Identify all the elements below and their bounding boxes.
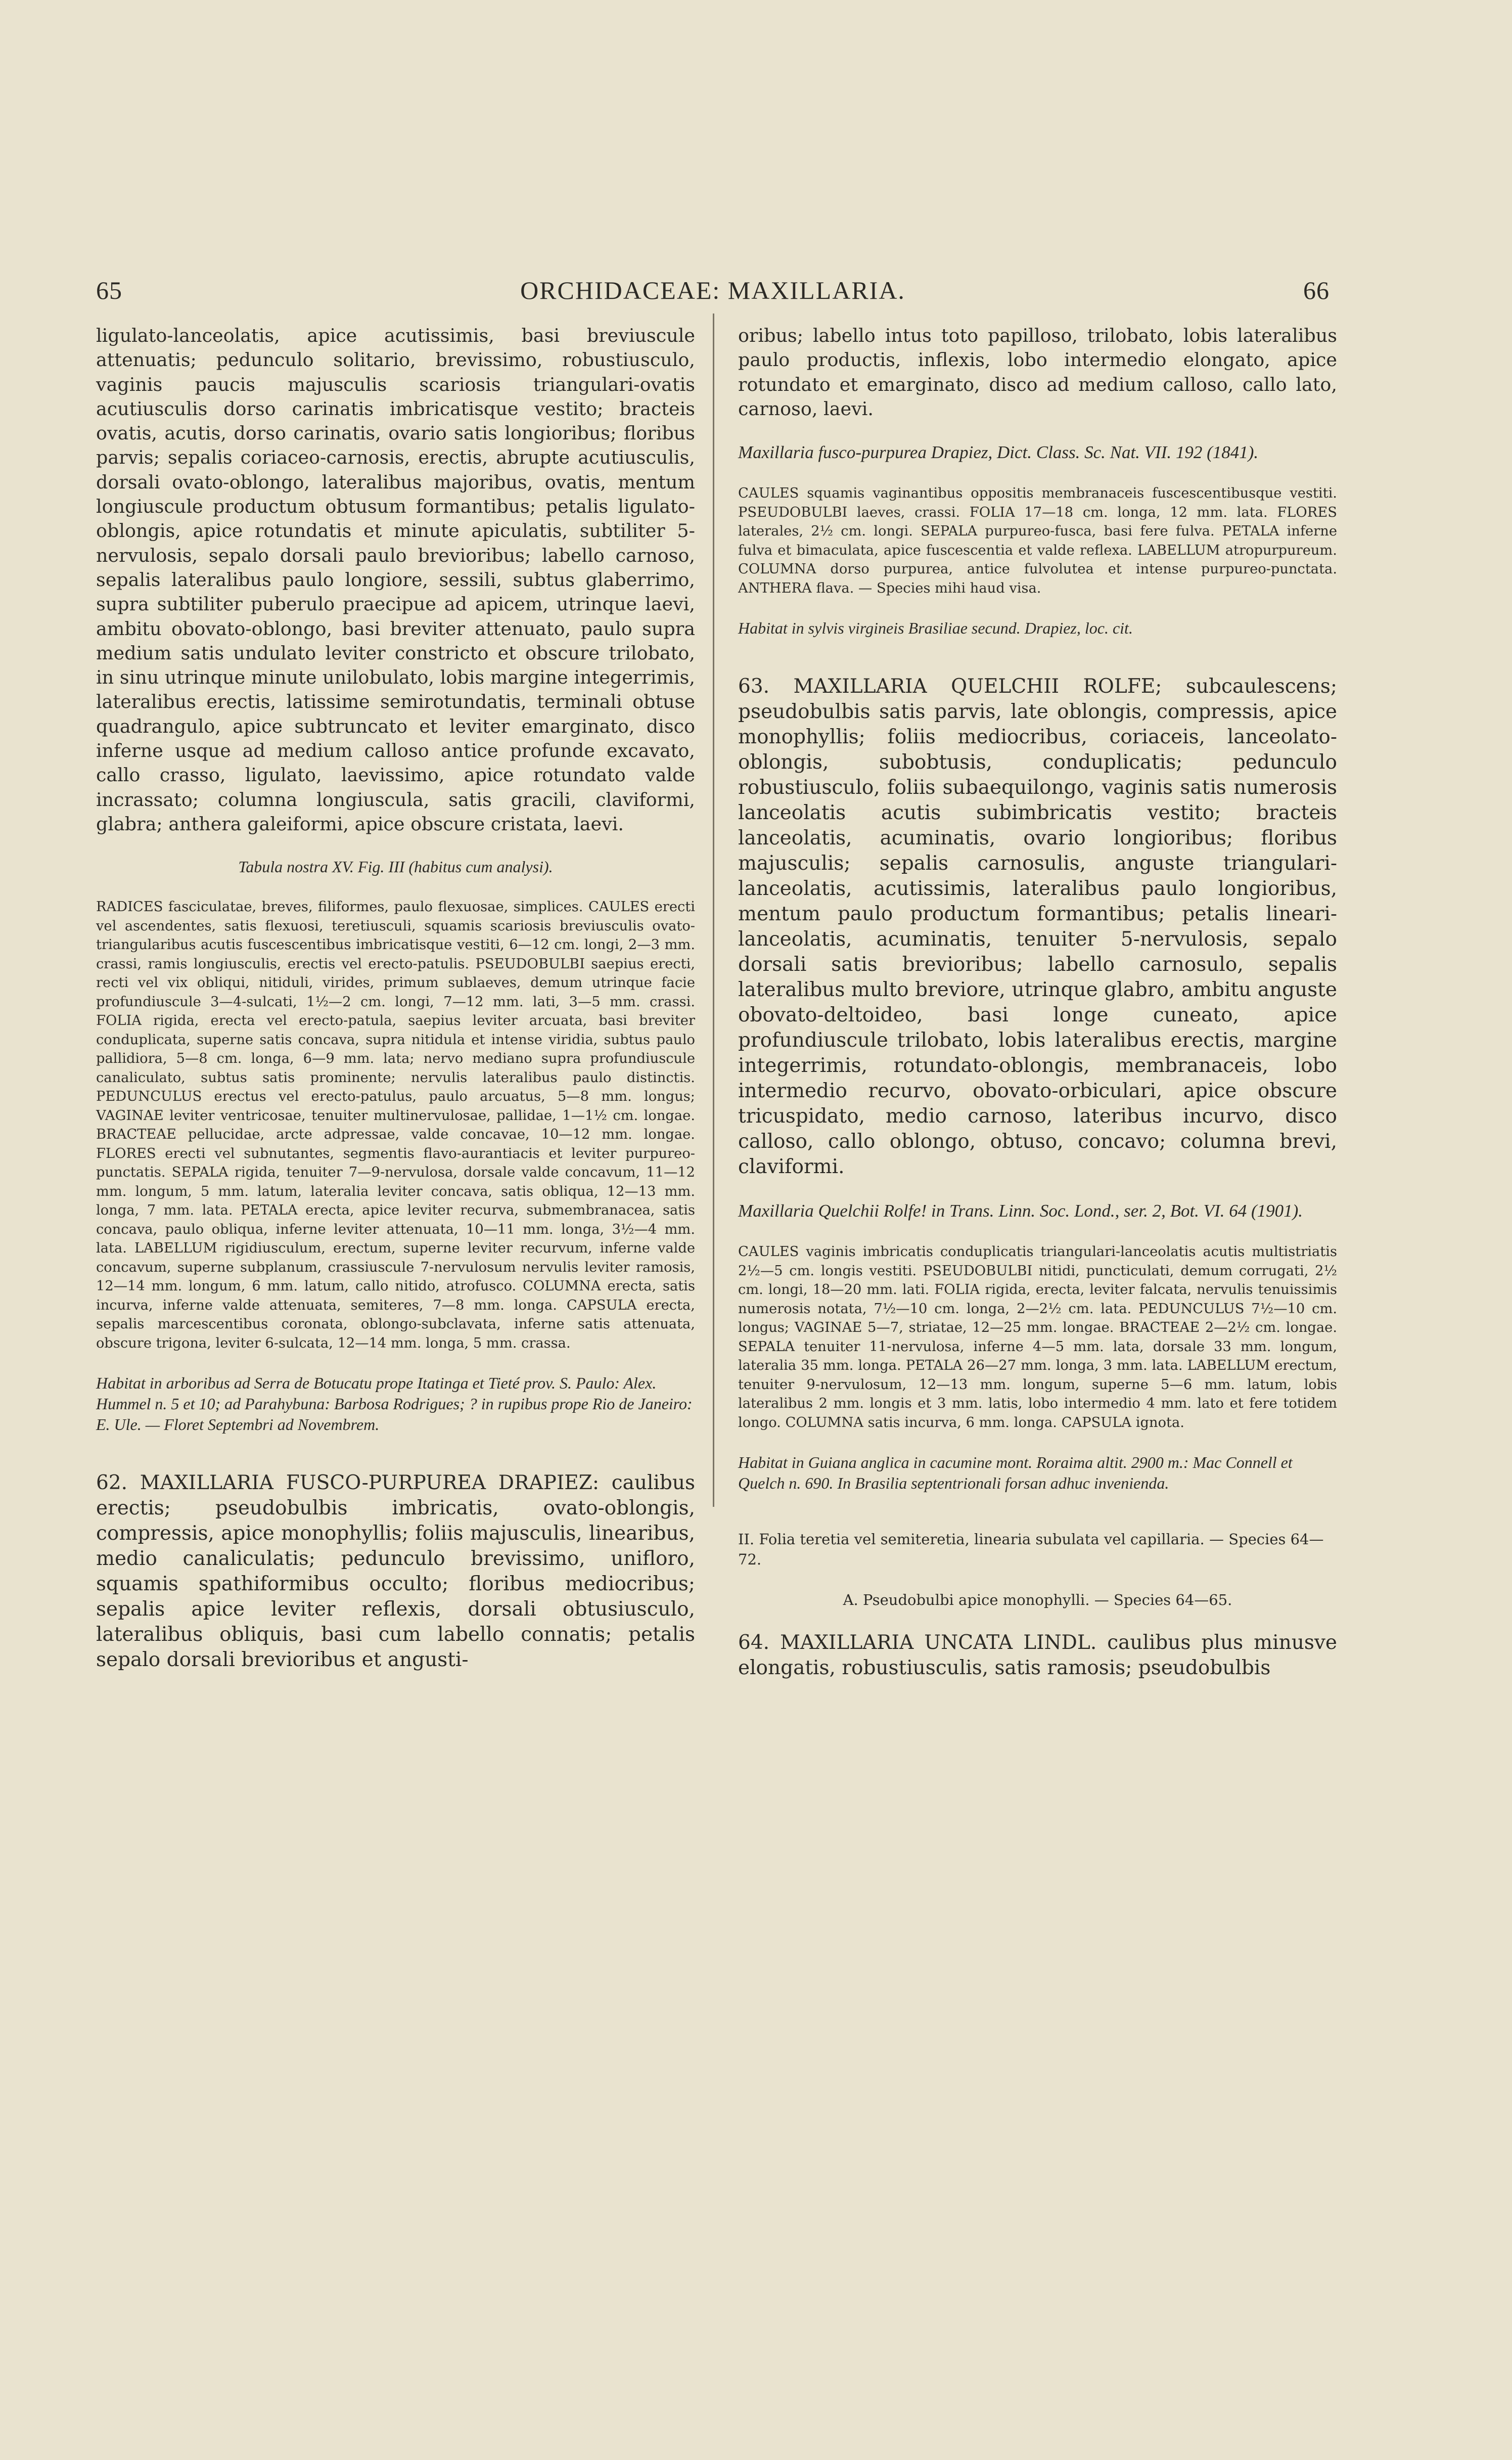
column-divider bbox=[713, 314, 714, 1507]
species-61-habitat: Habitat in arboribus ad Serra de Botucatu prope Itatinga et Tieté prov. S. Paulo: Alex. Hummel n. 5 et 10; ad Parahybuna: Barbosa Rodrigues; ? in rupibus prope Rio de Janeiro: E. Ule. — Floret Septembri ad Novembrem. bbox=[96, 1374, 693, 1434]
section-a-heading: A. Pseudobulbi apice monophylli. — Species 64—65. bbox=[843, 1591, 1232, 1609]
right-column bbox=[738, 324, 1337, 1681]
species-63-reference: Maxillaria Quelchii Rolfe! in Trans. Linn. Soc. Lond., ser. 2, Bot. VI. 64 (1901). bbox=[738, 1201, 1303, 1221]
species-62-details: CAULES squamis vaginantibus oppositis membranaceis fuscescentibusque vestiti. PSEUDOBULBI laeves, crassi. FOLIA 17—18 cm. longa, 12 mm. lata. FLORES laterales, 2½ cm. longi. SEPALA purpureo-fusca, basi fere fulva. PETALA inferne fulva et bimaculata, apice fuscescentia et valde reflexa. LABELLUM atropurpureum. COLUMNA dorso purpurea, antice fulvolutea et intense purpureo-punctata. ANTHERA flava. — Species mihi haud visa. bbox=[738, 485, 1337, 596]
species-63-habitat: Habitat in Guiana anglica in cacumine mont. Roraima altit. 2900 m.: Mac Connell et Quelch n. 690. In Brasilia septentrionali forsan adhuc invenienda. bbox=[738, 1453, 1293, 1493]
section-ii-heading: II. Folia teretia vel semiteretia, linearia subulata vel capillaria. — Species 64—72. bbox=[738, 1531, 1324, 1569]
species-63-heading: 63. MAXILLARIA QUELCHII ROLFE; subcaulescens; pseudobulbis satis parvis, late oblongis, compressis, apice monophyllis; foliis mediocribus, coriaceis, lanceolato-oblongis, subobtusis, conduplicatis; pedunculo robustiusculo, foliis subaequilongo, vaginis satis numerosis lanceolatis acutis subimbricatis vestito; bracteis lanceolatis, acuminatis, ovario longioribus; floribus majusculis; sepalis carnosulis, anguste triangulari-lanceolatis, acutissimis, lateralibus paulo longioribus, mentum paulo productum formantibus; petalis lineari-lanceolatis, acuminatis, tenuiter 5-nervulosis, sepalo dorsali satis brevioribus; labello carnosulo, sepalis lateralibus multo breviore, utrinque glabro, ambitu anguste obovato-deltoideo, basi longe cuneato, apice profundiuscule trilobato, lobis lateralibus erectis, margine integerrimis, rotundato-oblongis, membranaceis, lobo intermedio recurvo, obovato-orbiculari, apice obscure tricuspidato, medio carnoso, lateribus incurvo, disco calloso, callo oblongo, obtuso, concavo; columna brevi, claviformi. bbox=[738, 675, 1337, 1179]
running-title: ORCHIDACEAE: MAXILLARIA. bbox=[520, 276, 905, 304]
species-61-description: ligulato-lanceolatis, apice acutissimis, basi breviuscule attenuatis; pedunculo solitario, brevissimo, robustiusculo, vaginis paucis majusculis scariosis triangulari-ovatis acutiusculis dorso carinatis imbricatisque vestito; bracteis ovatis, acutis, dorso carinatis, ovario satis longioribus; floribus parvis; sepalis coriaceo-carnosis, erectis, abrupte acutiusculis, dorsali ovato-oblongo, lateralibus majoribus, ovatis, mentum longiuscule productum obtusum formantibus; petalis ligulato-oblongis, apice rotundatis et minute apiculatis, subtiliter 5-nervulosis, sepalo dorsali paulo brevioribus; labello carnoso, sepalis lateralibus paulo longiore, sessili, subtus glaberrimo, supra subtiliter puberulo praecipue ad apicem, utrinque laevi, ambitu obovato-oblongo, basi breviter attenuato, paulo supra medium satis undulato leviter constricto et obscure trilobato, in sinu utrinque minute unilobulato, lobis margine integerrimis, lateralibus erectis, latissime semirotundatis, terminali obtuse quadrangulo, apice subtruncato et leviter emarginato, disco inferne usque ad medium calloso antice profunde excavato, callo crasso, ligulato, laevissimo, apice rotundato valde incrassato; columna longiuscula, satis gracili, claviformi, glabra; anthera galeiformi, apice obscure cristata, laevi. bbox=[96, 325, 695, 835]
page-number-right: 66 bbox=[1303, 276, 1330, 304]
species-62-continuation: oribus; labello intus toto papilloso, trilobato, lobis lateralibus paulo productis, inflexis, lobo intermedio elongato, apice rotundato et emarginato, disco ad medium calloso, callo lato, carnoso, laevi. bbox=[738, 325, 1337, 420]
left-column bbox=[96, 324, 695, 1673]
species-62-heading: 62. MAXILLARIA FUSCO-PURPUREA DRAPIEZ: caulibus erectis; pseudobulbis imbricatis, ovato-oblongis, compressis, apice monophyllis; foliis majusculis, linearibus, medio canaliculatis; pedunculo brevissimo, unifloro, squamis spathiformibus occulto; floribus mediocribus; sepalis apice leviter reflexis, dorsali obtusiusculo, lateralibus obliquis, basi cum labello connatis; petalis sepalo dorsali brevioribus et angusti- bbox=[96, 1471, 695, 1672]
tabula-reference: Tabula nostra XV. Fig. III (habitus cum analysi). bbox=[238, 858, 553, 876]
species-63-details: CAULES vaginis imbricatis conduplicatis triangulari-lanceolatis acutis multistriatis 2½—5 cm. longis vestiti. PSEUDOBULBI nitidi, puncticulati, demum corrugati, 2½ cm. longi, 18—20 mm. lati. FOLIA rigida, erecta, leviter falcata, nervulis tenuissimis numerosis notata, 7½—10 cm. longa, 2—2½ cm. lata. PEDUNCULUS 7½—10 cm. longus; VAGINAE 5—7, striatae, 12—25 mm. longae. BRACTEAE 2—2½ cm. longae. SEPALA tenuiter 11-nervulosa, inferne 4—5 mm. lata, dorsale 33 mm. longum, lateralia 35 mm. longa. PETALA 26—27 mm. longa, 3 mm. lata. LABELLUM erectum, tenuiter 9-nervulosum, 12—13 mm. longum, superne 5—6 mm. latum, lobis lateralibus 2 mm. longis et 3 mm. latis, lobo intermedio 4 mm. lato et fere totidem longo. COLUMNA satis incurva, 6 mm. longa. CAPSULA ignota. bbox=[738, 1244, 1337, 1430]
species-61-details: RADICES fasciculatae, breves, filiformes, paulo flexuosae, simplices. CAULES erecti vel ascendentes, satis flexuosi, teretiusculi, squamis scariosis breviusculis ovato-triangularibus acutis fuscescentibus imbricatisque vestiti, 6—12 cm. longi, 2—3 mm. crassi, ramis longiusculis, erectis vel erecto-patulis. PSEUDOBULBI saepius erecti, recti vel vix obliqui, nitiduli, virides, primum sublaeves, demum utrinque facie profundiuscule 3—4-sulcati, 1½—2 cm. longi, 7—12 mm. lati, 3—5 mm. crassi. FOLIA rigida, erecta vel erecto-patula, saepius leviter arcuata, basi breviter conduplicata, superne satis concava, supra nitidula et intense viridia, subtus paulo pallidiora, 5—8 cm. longa, 6—9 mm. lata; nervo mediano supra profundiuscule canaliculato, subtus satis prominente; nervulis lateralibus paulo distinctis. PEDUNCULUS erectus vel erecto-patulus, paulo arcuatus, 5—8 mm. longus; VAGINAE leviter ventricosae, tenuiter multinervulosae, pallidae, 1—1½ cm. longae. BRACTEAE pellucidae, arcte adpressae, valde concavae, 10—12 mm. longae. FLORES erecti vel subnutantes, segmentis flavo-aurantiacis et leviter purpureo-punctatis. SEPALA rigida, tenuiter 7—9-nervulosa, dorsale valde concavum, 11—12 mm. longum, 5 mm. latum, lateralia leviter concava, satis obliqua, 12—13 mm. longa, 7 mm. lata. PETALA erecta, apice leviter recurva, submembranacea, satis concava, paulo obliqua, inferne leviter attenuata, 10—11 mm. longa, 3½—4 mm. lata. LABELLUM rigidiusculum, erectum, superne leviter recurvum, inferne valde concavum, superne subplanum, crassiuscule 7-nervulosum nervulis leviter ramosis, 12—14 mm. longum, 6 mm. latum, callo nitido, atrofusco. COLUMNA erecta, satis incurva, inferne valde attenuata, semiteres, 7—8 mm. longa. CAPSULA erecta, sepalis marcescentibus coronata, oblongo-subclavata, inferne satis attenuata, obscure trigona, leviter 6-sulcata, 12—14 mm. longa, 5 mm. crassa. bbox=[96, 899, 695, 1351]
page-number-left: 65 bbox=[96, 276, 122, 304]
species-62-habitat: Habitat in sylvis virgineis Brasiliae secund. Drapiez, loc. cit. bbox=[738, 619, 1133, 638]
species-64-heading: 64. MAXILLARIA UNCATA LINDL. caulibus plus minusve elongatis, robustiusculis, satis ramosis; pseudobulbis bbox=[738, 1631, 1337, 1680]
species-62-reference: Maxillaria fusco-purpurea Drapiez, Dict. Class. Sc. Nat. VII. 192 (1841). bbox=[738, 442, 1259, 463]
